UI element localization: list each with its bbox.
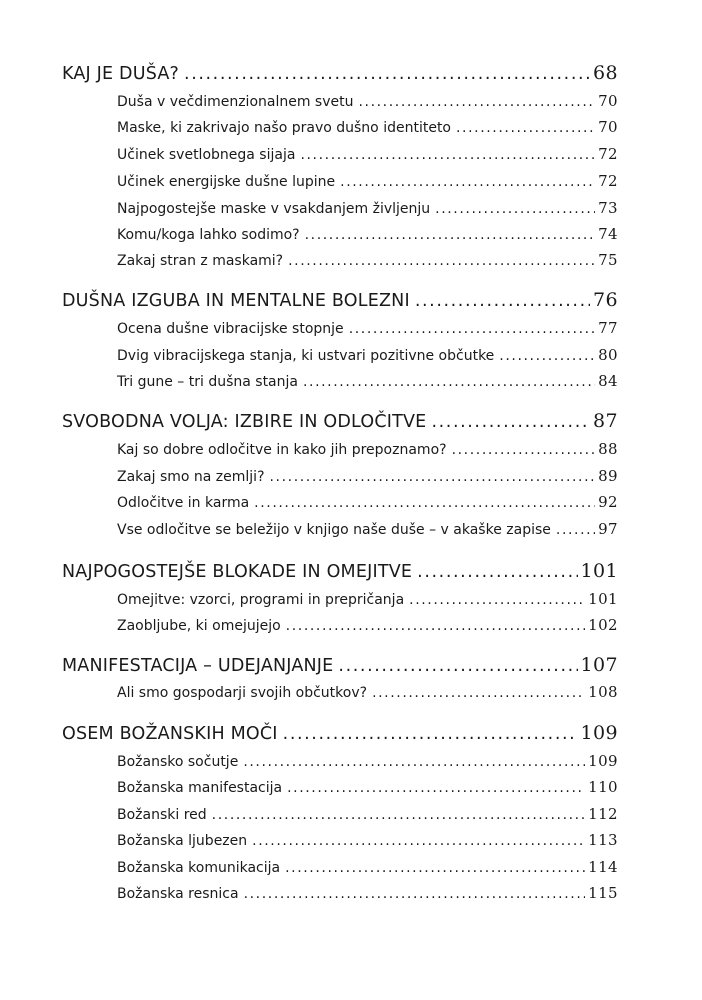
entry-page-number: 89 [598, 467, 618, 485]
toc-entry [117, 831, 618, 849]
dot-leader [415, 291, 590, 311]
section-title: NAJPOGOSTEJŠE BLOKADE IN OMEJITVE [62, 562, 413, 582]
section-title: MANIFESTACIJA – UDEJANJANJE [62, 656, 334, 676]
section-page-number: 107 [580, 654, 618, 676]
entry-title: Maske, ki zakrivajo našo pravo dušno identiteto [117, 120, 451, 136]
toc-entry [117, 346, 618, 364]
entry-title: Božanska komunikacija [117, 860, 281, 876]
entry-page-number: 113 [588, 831, 618, 849]
dot-leader [349, 321, 595, 337]
dot-leader [286, 618, 585, 634]
entry-title: Božanska manifestacija [117, 780, 283, 796]
entry-title: Učinek energijske dušne lupine [117, 174, 336, 190]
dot-leader [300, 147, 595, 163]
entry-title: Dvig vibracijskega stanja, ki ustvari pozitivne občutke [117, 348, 495, 364]
toc-entry [117, 251, 618, 269]
entry-page-number: 101 [588, 590, 618, 608]
dot-leader [184, 64, 590, 84]
entry-page-number: 70 [598, 118, 618, 136]
dot-leader [270, 469, 596, 485]
entry-title: Zakaj smo na zemlji? [117, 469, 265, 485]
entry-page-number: 115 [588, 884, 618, 902]
entry-page-number: 72 [598, 145, 618, 163]
dot-leader [305, 227, 596, 243]
section-title: OSEM BOŽANSKIH MOČI [62, 724, 278, 744]
entry-page-number: 92 [598, 493, 618, 511]
entry-page-number: 75 [598, 251, 618, 269]
entry-title: Duša v večdimenzionalnem svetu [117, 94, 354, 110]
dot-leader [212, 807, 585, 823]
toc-entry [117, 319, 618, 337]
dot-leader [499, 348, 595, 364]
entry-title: Zaobljube, ki omejujejo [117, 618, 281, 634]
section-title: DUŠNA IZGUBA IN MENTALNE BOLEZNI [62, 291, 410, 311]
entry-page-number: 84 [598, 372, 618, 390]
section-title: KAJ JE DUŠA? [62, 64, 180, 84]
entry-page-number: 73 [598, 199, 618, 217]
dot-leader [431, 412, 590, 432]
dot-leader [254, 495, 595, 511]
toc-entry [117, 805, 618, 823]
dot-leader [435, 201, 595, 217]
entry-page-number: 77 [598, 319, 618, 337]
entry-title: Učinek svetlobnega sijaja [117, 147, 296, 163]
section-page-number: 87 [593, 410, 618, 432]
dot-leader [243, 754, 585, 770]
toc-entry [117, 616, 618, 634]
dot-leader [452, 442, 596, 458]
toc-entry [117, 118, 618, 136]
section-page-number: 109 [580, 722, 618, 744]
toc-entry [117, 683, 618, 701]
dot-leader [244, 886, 586, 902]
entry-title: Božanska ljubezen [117, 833, 248, 849]
entry-page-number: 110 [588, 778, 618, 796]
toc-entry [117, 92, 618, 110]
entry-page-number: 114 [588, 858, 618, 876]
toc-section-heading [62, 410, 618, 432]
dot-leader [372, 685, 585, 701]
entry-title: Božanski red [117, 807, 207, 823]
dot-leader [409, 592, 585, 608]
toc-section-heading [62, 654, 618, 676]
entry-title: Tri gune – tri dušna stanja [117, 374, 298, 390]
dot-leader [417, 562, 577, 582]
entry-title: Božanska resnica [117, 886, 239, 902]
entry-page-number: 102 [588, 616, 618, 634]
section-page-number: 101 [580, 560, 618, 582]
dot-leader [358, 94, 595, 110]
toc-entry [117, 884, 618, 902]
entry-title: Najpogostejše maske v vsakdanjem življenju [117, 201, 431, 217]
toc-section-heading [62, 560, 618, 582]
dot-leader [338, 656, 577, 676]
entry-page-number: 109 [588, 752, 618, 770]
section-page-number: 76 [593, 289, 618, 311]
dot-leader [340, 174, 595, 190]
entry-page-number: 108 [588, 683, 618, 701]
entry-page-number: 74 [598, 225, 618, 243]
entry-title: Zakaj stran z maskami? [117, 253, 284, 269]
entry-title: Kaj so dobre odločitve in kako jih prepoznamo? [117, 442, 447, 458]
dot-leader [287, 780, 585, 796]
toc-entry [117, 372, 618, 390]
entry-page-number: 88 [598, 440, 618, 458]
entry-title: Vse odločitve se beležijo v knjigo naše duše – v akaške zapise [117, 522, 551, 538]
toc-entry [117, 199, 618, 217]
toc-entry [117, 590, 618, 608]
dot-leader [288, 253, 595, 269]
entry-page-number: 80 [598, 346, 618, 364]
toc-entry [117, 440, 618, 458]
toc-entry [117, 172, 618, 190]
dot-leader [303, 374, 595, 390]
section-title: SVOBODNA VOLJA: IZBIRE IN ODLOČITVE [62, 412, 427, 432]
toc-section-heading [62, 62, 618, 84]
toc-entry [117, 467, 618, 485]
dot-leader [252, 833, 585, 849]
toc-entry [117, 493, 618, 511]
entry-title: Odločitve in karma [117, 495, 250, 511]
dot-leader [285, 860, 585, 876]
entry-title: Ocena dušne vibracijske stopnje [117, 321, 344, 337]
toc-section-heading [62, 289, 618, 311]
entry-title: Komu/koga lahko sodimo? [117, 227, 300, 243]
dot-leader [556, 522, 595, 538]
toc-entry [117, 778, 618, 796]
toc-entry [117, 225, 618, 243]
toc-entry [117, 858, 618, 876]
entry-title: Ali smo gospodarji svojih občutkov? [117, 685, 368, 701]
entry-page-number: 72 [598, 172, 618, 190]
toc-entry [117, 752, 618, 770]
entry-title: Omejitve: vzorci, programi in prepričanja [117, 592, 405, 608]
section-page-number: 68 [593, 62, 618, 84]
dot-leader [456, 120, 595, 136]
entry-page-number: 112 [588, 805, 618, 823]
entry-page-number: 70 [598, 92, 618, 110]
toc-entry [117, 145, 618, 163]
toc-section-heading [62, 722, 618, 744]
toc-entry [117, 520, 618, 538]
entry-page-number: 97 [598, 520, 618, 538]
entry-title: Božansko sočutje [117, 754, 239, 770]
dot-leader [283, 724, 578, 744]
